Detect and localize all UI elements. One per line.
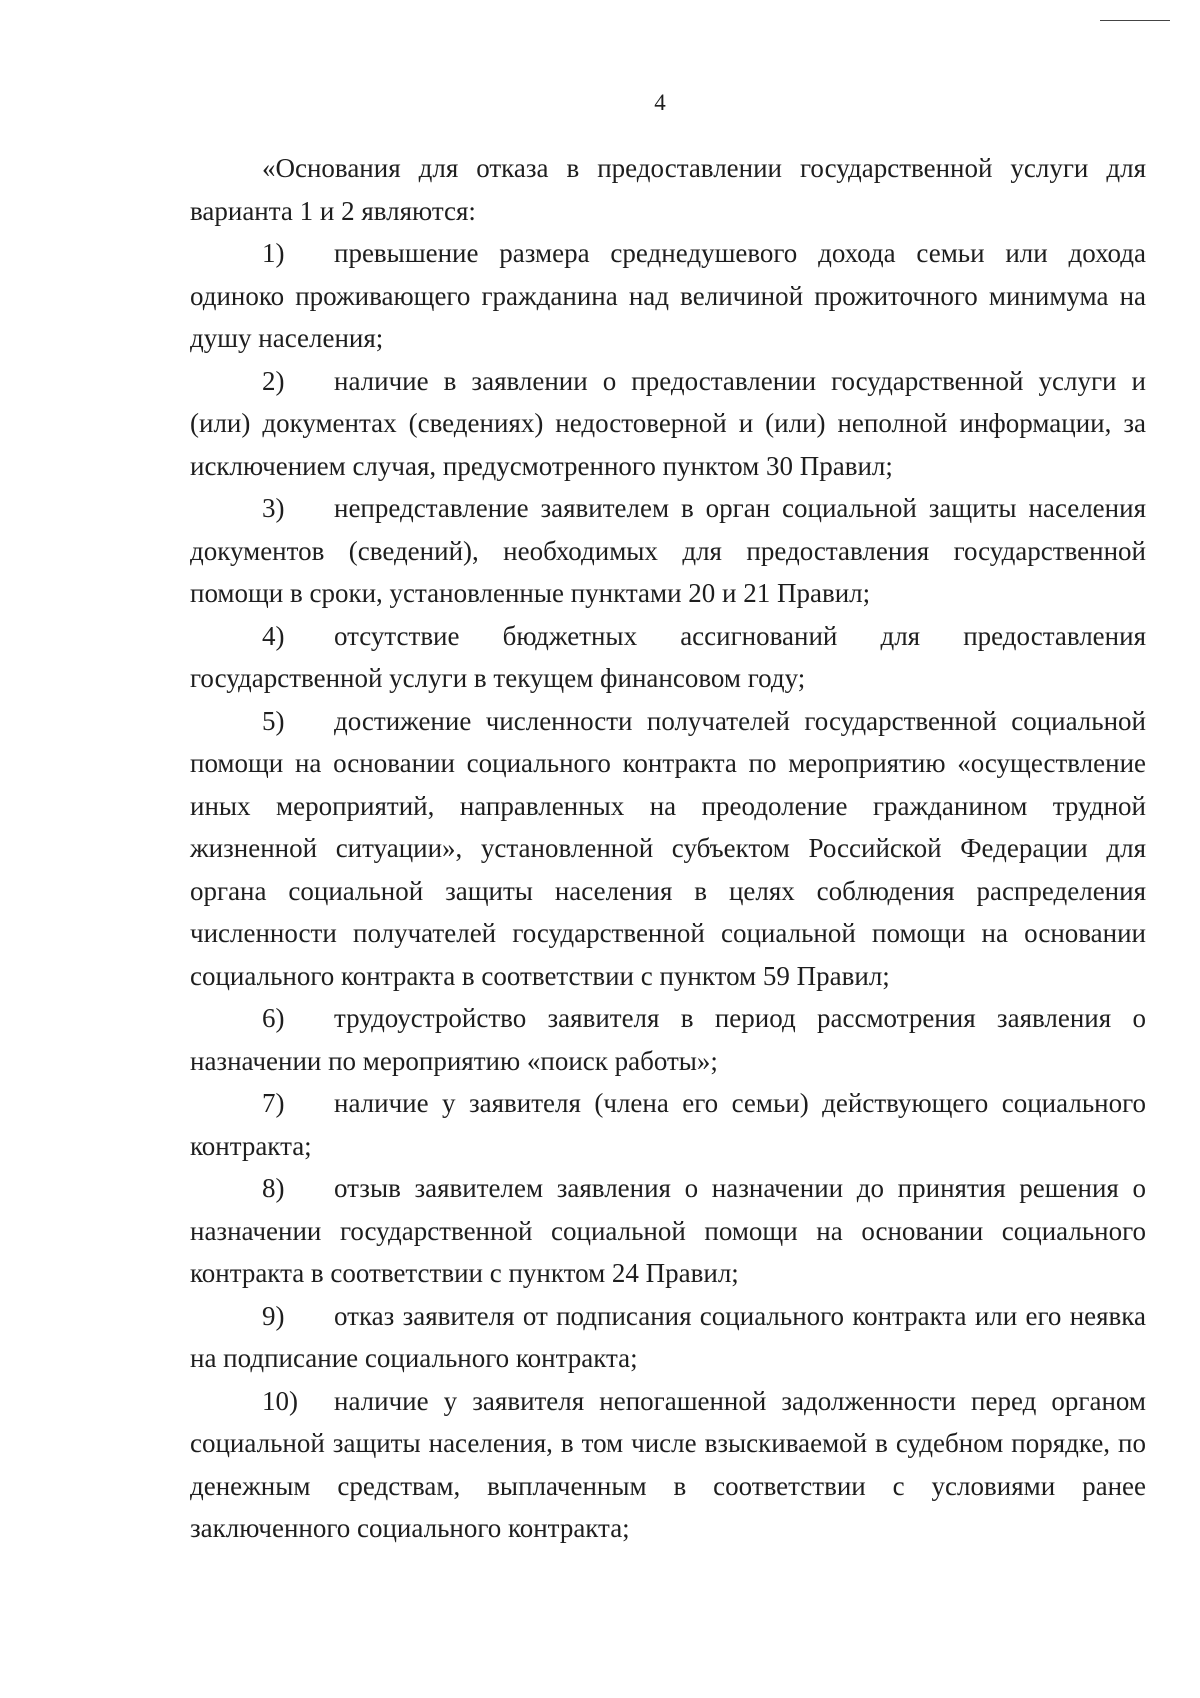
list-item-5 <box>190 700 1146 998</box>
item-number: 3) <box>262 493 285 523</box>
intro-paragraph: «Основания для отказа в предоставлении государственной услуги для варианта 1 и 2 являются: <box>190 153 1146 226</box>
item-text: отказ заявителя от подписания социального контракта или его неявка на подписание социального контракта; <box>190 1300 1146 1373</box>
item-text: трудоустройство заявителя в период рассмотрения заявления о назначении по мероприятию «поиск работы»; <box>190 1003 1146 1076</box>
item-number: 10) <box>262 1385 298 1416</box>
list-item-7 <box>190 1082 1146 1167</box>
item-text: наличие в заявлении о предоставлении государственной услуги и (или) документах (сведениях) недостоверной и (или) неполной информации, за исключением случая, предусмотренного пунктом 30 Правил; <box>190 365 1146 481</box>
document-body <box>190 147 1146 1550</box>
item-number: 7) <box>262 1088 285 1118</box>
item-text: непредставление заявителем в орган социальной защиты населения документов (сведений), необходимых для предоставления государственной помощи в сроки, установленные пунктами 20 и 21 Правил; <box>190 493 1146 608</box>
page-number: 4 <box>654 90 666 115</box>
item-text: наличие у заявителя (члена его семьи) действующего социального контракта; <box>190 1088 1146 1161</box>
item-text: достижение численности получателей государственной социальной помощи на основании социального контракта по мероприятию «осуществление иных мероприятий, направленных на преодоление гражданином трудной жизненной ситуации», установленной субъектом Российской Федерации для органа социальной защиты населения в целях соблюдения распределения численности получателей государственной социальной помощи на основании социального контракта в соответствии с пунктом 59 Правил; <box>190 705 1146 991</box>
item-text: превышение размера среднедушевого дохода семьи или дохода одиноко проживающего гражданина над величиной прожиточного минимума на душу населения; <box>190 238 1146 353</box>
item-number: 8) <box>262 1173 285 1203</box>
corner-mark <box>1100 20 1170 21</box>
item-text: отсутствие бюджетных ассигнований для предоставления государственной услуги в текущем финансовом году; <box>190 620 1146 693</box>
item-number: 9) <box>262 1300 285 1331</box>
list-item-3 <box>190 487 1146 615</box>
item-text: отзыв заявителем заявления о назначении до принятия решения о назначении государственной социальной помощи на основании социального контракта в соответствии с пунктом 24 Правил; <box>190 1173 1146 1288</box>
item-number: 6) <box>262 1003 285 1033</box>
list-item-9 <box>190 1295 1146 1380</box>
list-item-10 <box>190 1380 1146 1550</box>
list-item-2 <box>190 360 1146 488</box>
item-number: 2) <box>262 365 285 396</box>
item-text: наличие у заявителя непогашенной задолженности перед органом социальной защиты населения, в том числе взыскиваемой в судебном порядке, по денежным средствам, выплаченным в соответствии с условиями ранее заключенного социального контракта; <box>190 1385 1146 1543</box>
item-number: 1) <box>262 238 285 268</box>
list-item-6 <box>190 997 1146 1082</box>
list-item-8 <box>190 1167 1146 1295</box>
item-number: 4) <box>262 620 285 651</box>
item-number: 5) <box>262 705 285 736</box>
list-item-1 <box>190 232 1146 360</box>
list-item-4 <box>190 615 1146 700</box>
